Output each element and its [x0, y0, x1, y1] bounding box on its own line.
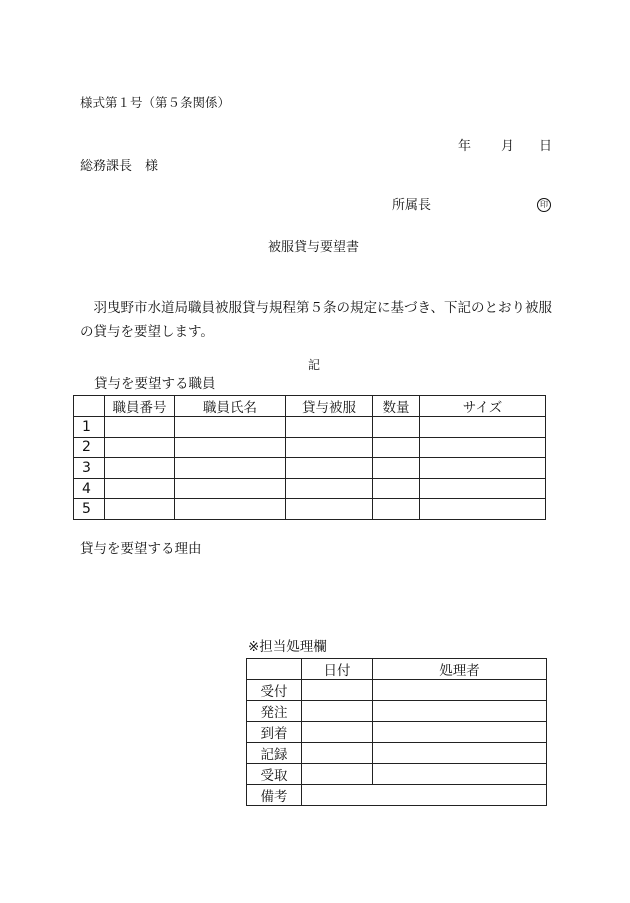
row-number: 4	[74, 478, 105, 499]
employee-name-cell[interactable]	[175, 417, 286, 438]
seal-mark: 印	[537, 198, 551, 212]
col-header-date: 日付	[302, 659, 373, 680]
recipient: 総務課長 様	[80, 159, 159, 174]
date-cell[interactable]	[302, 680, 373, 701]
row-number: 5	[74, 499, 105, 520]
size-cell[interactable]	[420, 437, 546, 458]
table-row	[247, 680, 547, 701]
table-row	[74, 478, 546, 499]
employee-name-cell[interactable]	[175, 458, 286, 479]
document-title: 被服貸与要望書	[268, 240, 360, 255]
table-row	[74, 458, 546, 479]
date-day-label: 日	[539, 139, 553, 154]
size-cell[interactable]	[420, 499, 546, 520]
row-number: 3	[74, 458, 105, 479]
employee-id-cell[interactable]	[105, 417, 175, 438]
processor-cell[interactable]	[373, 722, 547, 743]
employee-id-cell[interactable]	[105, 437, 175, 458]
col-header-employee-name: 職員氏名	[175, 396, 286, 417]
processor-cell[interactable]	[373, 701, 547, 722]
table-row	[247, 743, 547, 764]
form-number: 様式第１号（第５条関係）	[80, 95, 231, 110]
employee-name-cell[interactable]	[175, 478, 286, 499]
col-header-processor: 処理者	[373, 659, 547, 680]
size-cell[interactable]	[420, 458, 546, 479]
employee-table	[73, 395, 546, 520]
table-row	[247, 701, 547, 722]
process-step-label: 到着	[247, 722, 302, 743]
table-header-row	[74, 396, 546, 417]
col-header-number	[74, 396, 105, 417]
body-text: 羽曳野市水道局職員被服貸与規程第５条の規定に基づき、下記のとおり被服の貸与を要望します。	[80, 300, 552, 340]
process-step-label: 受付	[247, 680, 302, 701]
table-header-row	[247, 659, 547, 680]
employee-name-cell[interactable]	[175, 437, 286, 458]
table-row	[247, 722, 547, 743]
size-cell[interactable]	[420, 417, 546, 438]
process-step-label: 発注	[247, 701, 302, 722]
clothing-cell[interactable]	[286, 478, 373, 499]
employee-section-heading: 貸与を要望する職員	[94, 376, 216, 392]
date-cell[interactable]	[302, 701, 373, 722]
clothing-cell[interactable]	[286, 417, 373, 438]
office-head-label: 所属長	[392, 198, 432, 213]
col-header-size: サイズ	[420, 396, 546, 417]
body-indent	[80, 300, 94, 316]
employee-id-cell[interactable]	[105, 499, 175, 520]
clothing-cell[interactable]	[286, 499, 373, 520]
date-cell[interactable]	[302, 743, 373, 764]
row-number: 1	[74, 417, 105, 438]
col-header-clothing: 貸与被服	[286, 396, 373, 417]
quantity-cell[interactable]	[373, 478, 420, 499]
table-row	[74, 499, 546, 520]
processing-table	[246, 658, 547, 806]
remarks-label: 備考	[247, 785, 302, 806]
reason-label: 貸与を要望する理由	[80, 541, 202, 557]
table-row	[74, 417, 546, 438]
quantity-cell[interactable]	[373, 417, 420, 438]
quantity-cell[interactable]	[373, 499, 420, 520]
clothing-cell[interactable]	[286, 458, 373, 479]
processing-section-heading: ※担当処理欄	[248, 639, 327, 655]
process-step-label: 記録	[247, 743, 302, 764]
date-month-label: 月	[501, 139, 515, 154]
employee-id-cell[interactable]	[105, 478, 175, 499]
employee-name-cell[interactable]	[175, 499, 286, 520]
clothing-cell[interactable]	[286, 437, 373, 458]
date-year-label: 年	[458, 139, 472, 154]
body-paragraph	[80, 296, 555, 344]
quantity-cell[interactable]	[373, 458, 420, 479]
table-row	[74, 437, 546, 458]
remarks-row	[247, 785, 547, 806]
ki-label: 記	[308, 358, 321, 372]
date-cell[interactable]	[302, 722, 373, 743]
col-header-blank	[247, 659, 302, 680]
row-number: 2	[74, 437, 105, 458]
col-header-employee-id: 職員番号	[105, 396, 175, 417]
employee-id-cell[interactable]	[105, 458, 175, 479]
size-cell[interactable]	[420, 478, 546, 499]
processor-cell[interactable]	[373, 743, 547, 764]
processor-cell[interactable]	[373, 680, 547, 701]
table-row	[247, 764, 547, 785]
process-step-label: 受取	[247, 764, 302, 785]
date-cell[interactable]	[302, 764, 373, 785]
col-header-quantity: 数量	[373, 396, 420, 417]
processor-cell[interactable]	[373, 764, 547, 785]
quantity-cell[interactable]	[373, 437, 420, 458]
remarks-cell[interactable]	[302, 785, 547, 806]
